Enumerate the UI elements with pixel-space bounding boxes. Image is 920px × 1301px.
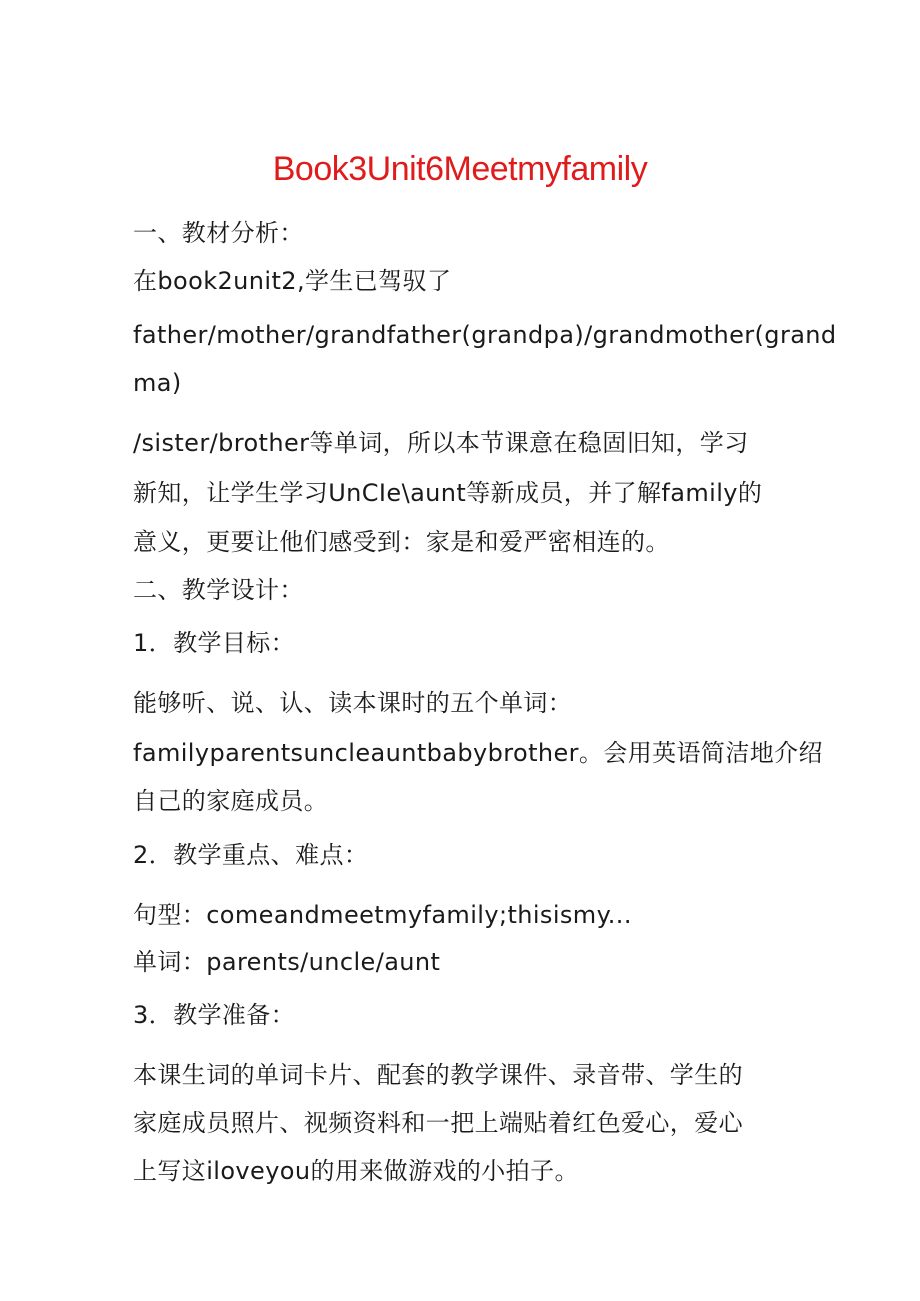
section-heading-textbook-analysis: 一、教材分析： [133, 219, 304, 247]
paragraph-line: 句型：comeandmeetmyfamily;thisismy... [133, 901, 632, 929]
paragraph-line: 单词：parents/uncle/aunt [133, 948, 441, 976]
paragraph-line: familyparentsuncleauntbabybrother。会用英语简洁地介绍 [133, 739, 823, 767]
paragraph-line: 意义，更要让他们感受到：家是和爱严密相连的。 [133, 528, 670, 556]
document-title: Book3Unit6Meetmyfamily [272, 150, 648, 188]
paragraph-line: father/mother/grandfather(grandpa)/grandmother(grand [133, 321, 837, 349]
paragraph-line: 上写这iloveyou的用来做游戏的小拍子。 [133, 1157, 579, 1185]
paragraph-line: 本课生词的单词卡片、配套的教学课件、录音带、学生的 [133, 1061, 743, 1089]
paragraph-line: 在book2unit2,学生已驾驭了 [133, 267, 452, 295]
subsection-heading-preparation: 3．教学准备： [133, 1001, 296, 1029]
paragraph-line: 自己的家庭成员。 [133, 787, 329, 815]
paragraph-line: ma) [133, 369, 182, 397]
subsection-heading-objectives: 1．教学目标： [133, 629, 296, 657]
section-heading-teaching-design: 二、教学设计： [133, 576, 304, 604]
paragraph-line: /sister/brother等单词，所以本节课意在稳固旧知，学习 [133, 429, 749, 457]
paragraph-line: 能够听、说、认、读本课时的五个单词： [133, 689, 573, 717]
paragraph-line: 家庭成员照片、视频资料和一把上端贴着红色爱心，爱心 [133, 1109, 743, 1137]
paragraph-line: 新知，让学生学习UnCIe\aunt等新成员，并了解family的 [133, 479, 763, 507]
subsection-heading-key-points: 2．教学重点、难点： [133, 841, 369, 869]
